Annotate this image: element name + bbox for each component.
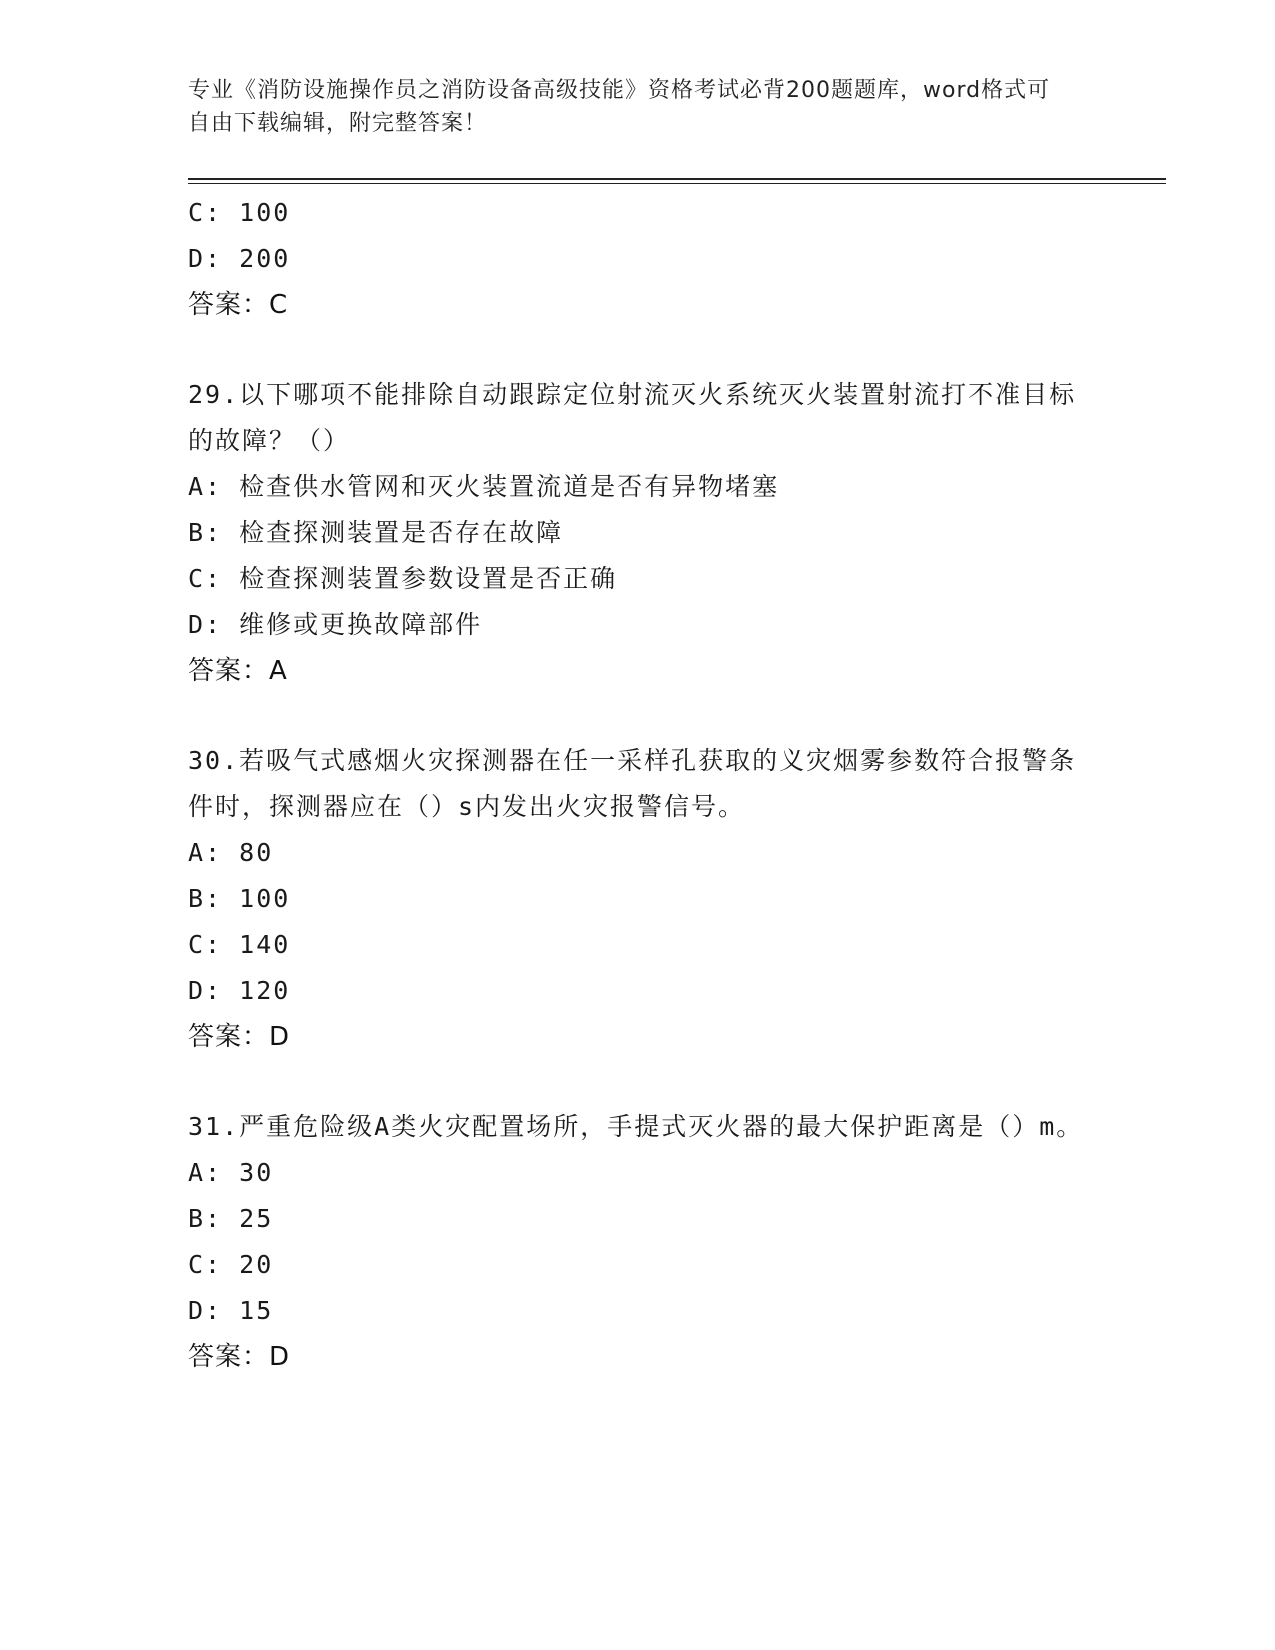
option-a: A: 80 bbox=[188, 838, 274, 867]
option-b: B: 100 bbox=[188, 884, 291, 913]
option-c: C: 检查探测装置参数设置是否正确 bbox=[188, 564, 618, 593]
spacer bbox=[188, 694, 1088, 738]
option-d: D: 200 bbox=[188, 244, 291, 273]
option-d: D: 维修或更换故障部件 bbox=[188, 610, 483, 639]
header-divider-thick bbox=[188, 178, 1166, 180]
question-list bbox=[188, 190, 1088, 1380]
answer-line: 答案：D bbox=[188, 1342, 291, 1372]
spacer bbox=[188, 1060, 1088, 1104]
question-block-31 bbox=[188, 1104, 1088, 1380]
option-c: C: 140 bbox=[188, 930, 291, 959]
question-stem: 29.以下哪项不能排除自动跟踪定位射流灭火系统灭火装置射流打不准目标的故障？（） bbox=[188, 380, 1077, 455]
option-d: D: 15 bbox=[188, 1296, 274, 1325]
option-c: C: 100 bbox=[188, 198, 291, 227]
answer-line: 答案：C bbox=[188, 290, 289, 320]
option-b: B: 25 bbox=[188, 1204, 274, 1233]
question-stem: 31.严重危险级A类火灾配置场所，手提式灭火器的最大保护距离是（）m。 bbox=[188, 1112, 1084, 1141]
option-b: B: 检查探测装置是否存在故障 bbox=[188, 518, 564, 547]
header-divider-thin bbox=[188, 183, 1166, 184]
option-a: A: 检查供水管网和灭火装置流道是否有异物堵塞 bbox=[188, 472, 780, 501]
document-header: 专业《消防设施操作员之消防设备高级技能》资格考试必背200题题库，word格式可自由下载编辑，附完整答案！ bbox=[188, 78, 1051, 136]
answer-line: 答案：A bbox=[188, 656, 288, 686]
option-a: A: 30 bbox=[188, 1158, 274, 1187]
question-block-28 bbox=[188, 190, 1088, 328]
option-d: D: 120 bbox=[188, 976, 291, 1005]
question-block-29 bbox=[188, 372, 1088, 694]
question-stem: 30.若吸气式感烟火灾探测器在任一采样孔获取的义灾烟雾参数符合报警条件时，探测器应在（）s内发出火灾报警信号。 bbox=[188, 746, 1077, 821]
answer-line: 答案：D bbox=[188, 1022, 291, 1052]
question-block-30 bbox=[188, 738, 1088, 1060]
spacer bbox=[188, 328, 1088, 372]
option-c: C: 20 bbox=[188, 1250, 274, 1279]
